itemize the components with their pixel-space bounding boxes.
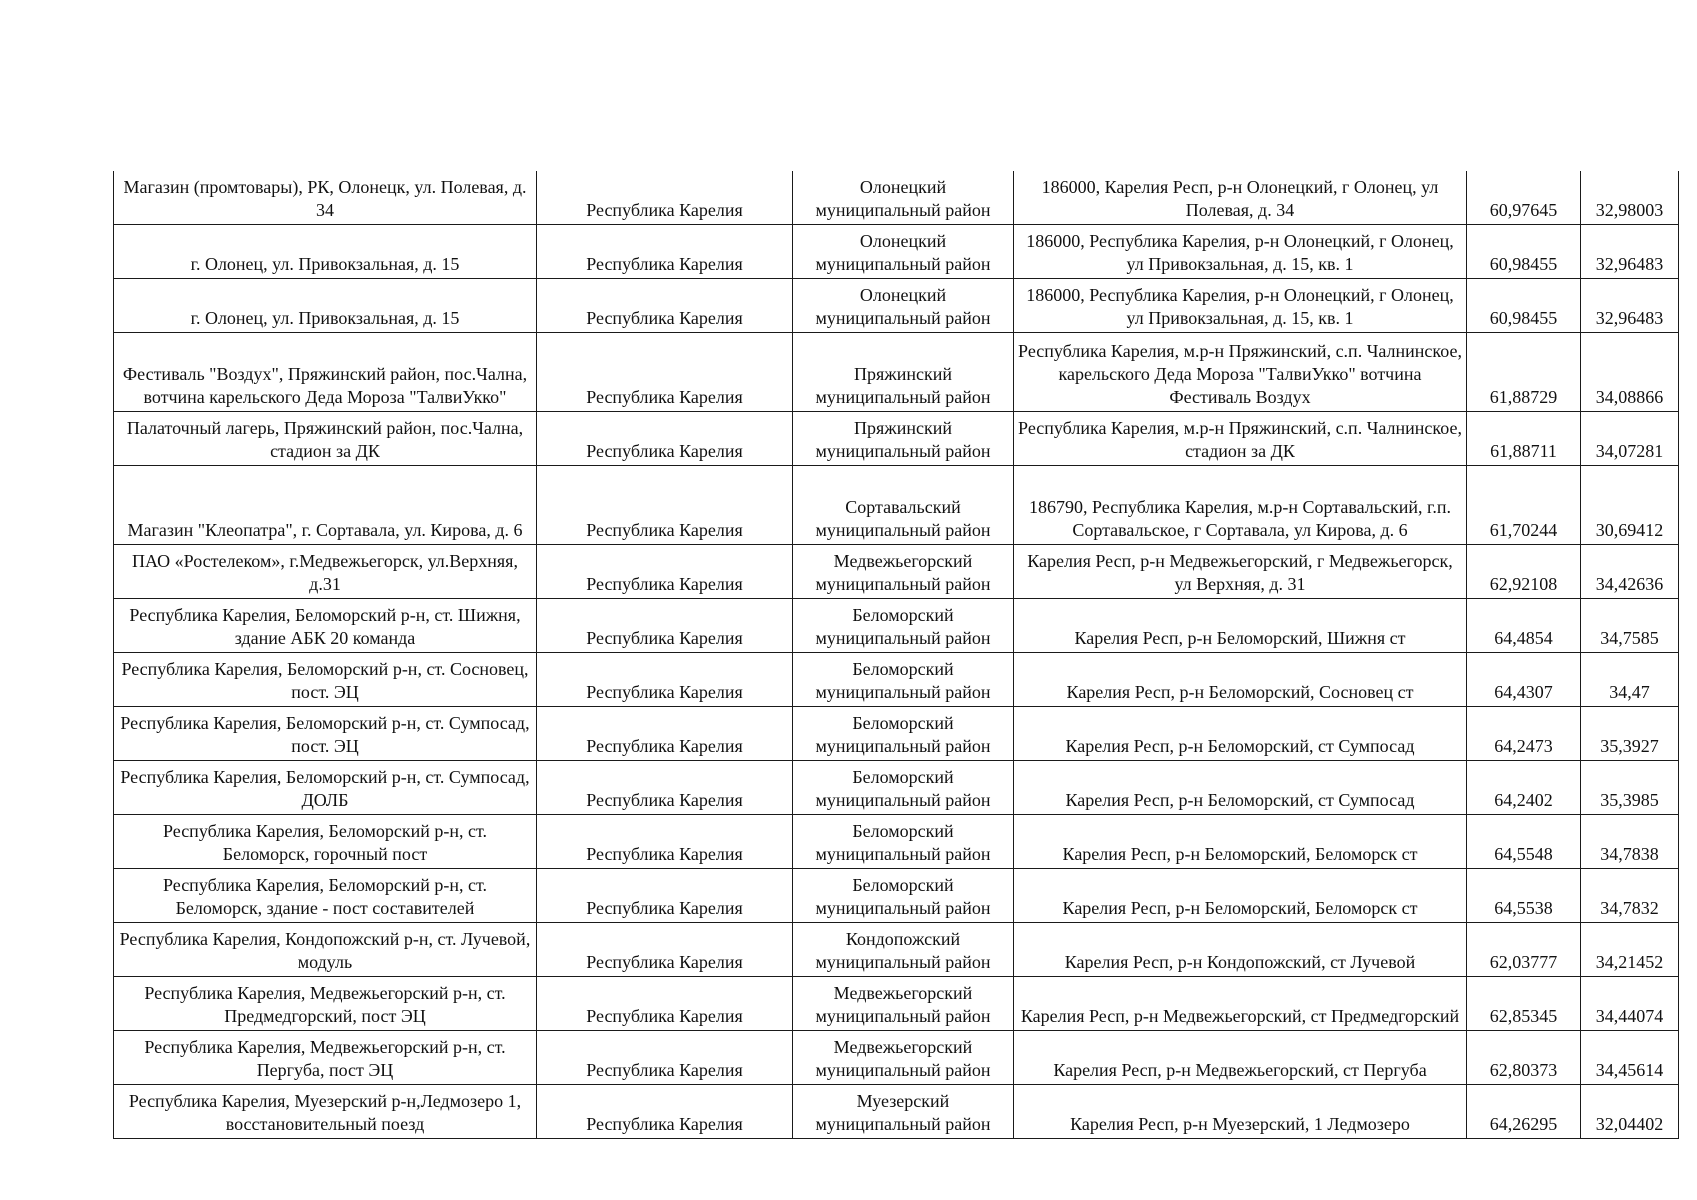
cell-district: Муезерский муниципальный район (793, 1085, 1014, 1139)
cell-region: Республика Карелия (537, 869, 793, 923)
cell-name: ПАО «Ростелеком», г.Медвежьегорск, ул.Верхняя, д.31 (114, 545, 537, 599)
cell-district: Олонецкий муниципальный район (793, 171, 1014, 225)
table-row (114, 333, 1679, 412)
cell-longitude: 34,7585 (1581, 599, 1679, 653)
table-row (114, 653, 1679, 707)
cell-region: Республика Карелия (537, 1085, 793, 1139)
cell-latitude: 64,26295 (1467, 1085, 1581, 1139)
cell-name: Фестиваль "Воздух", Пряжинский район, пос.Чална, вотчина карельского Деда Мороза "ТалвиУкко" (114, 333, 537, 412)
cell-region: Республика Карелия (537, 412, 793, 466)
cell-name: Республика Карелия, Муезерский р-н,Ледмозеро 1, восстановительный поезд (114, 1085, 537, 1139)
cell-name: г. Олонец, ул. Привокзальная, д. 15 (114, 225, 537, 279)
cell-address: Республика Карелия, м.р-н Пряжинский, с.п. Чалнинское, карельского Деда Мороза "ТалвиУкко" вотчина Фестиваль Воздух (1014, 333, 1467, 412)
cell-longitude: 35,3985 (1581, 761, 1679, 815)
cell-district: Медвежьегорский муниципальный район (793, 545, 1014, 599)
locations-table (113, 171, 1679, 1139)
cell-address: 186790, Республика Карелия, м.р-н Сортавальский, г.п. Сортавальское, г Сортавала, ул Кирова, д. 6 (1014, 466, 1467, 545)
cell-longitude: 34,7832 (1581, 869, 1679, 923)
table-row (114, 977, 1679, 1031)
cell-latitude: 61,70244 (1467, 466, 1581, 545)
cell-latitude: 62,80373 (1467, 1031, 1581, 1085)
cell-name: Магазин (промтовары), РК, Олонецк, ул. Полевая, д. 34 (114, 171, 537, 225)
table-row (114, 1085, 1679, 1139)
cell-region: Республика Карелия (537, 923, 793, 977)
cell-region: Республика Карелия (537, 815, 793, 869)
table-row (114, 545, 1679, 599)
cell-district: Медвежьегорский муниципальный район (793, 1031, 1014, 1085)
cell-longitude: 34,21452 (1581, 923, 1679, 977)
cell-region: Республика Карелия (537, 761, 793, 815)
cell-district: Беломорский муниципальный район (793, 599, 1014, 653)
cell-longitude: 32,98003 (1581, 171, 1679, 225)
cell-longitude: 30,69412 (1581, 466, 1679, 545)
table-row (114, 707, 1679, 761)
table-row (114, 599, 1679, 653)
cell-address: 186000, Карелия Респ, р-н Олонецкий, г Олонец, ул Полевая, д. 34 (1014, 171, 1467, 225)
table-row (114, 466, 1679, 545)
cell-latitude: 64,2402 (1467, 761, 1581, 815)
cell-region: Республика Карелия (537, 599, 793, 653)
cell-district: Олонецкий муниципальный район (793, 279, 1014, 333)
cell-address: Республика Карелия, м.р-н Пряжинский, с.п. Чалнинское, стадион за ДК (1014, 412, 1467, 466)
cell-name: Республика Карелия, Беломорский р-н, ст. Беломорск, здание - пост составителей (114, 869, 537, 923)
cell-region: Республика Карелия (537, 279, 793, 333)
cell-district: Беломорский муниципальный район (793, 761, 1014, 815)
cell-district: Медвежьегорский муниципальный район (793, 977, 1014, 1031)
cell-region: Республика Карелия (537, 466, 793, 545)
cell-address: 186000, Республика Карелия, р-н Олонецкий, г Олонец, ул Привокзальная, д. 15, кв. 1 (1014, 225, 1467, 279)
cell-district: Беломорский муниципальный район (793, 707, 1014, 761)
cell-name: Республика Карелия, Беломорский р-н, ст. Шижня, здание АБК 20 команда (114, 599, 537, 653)
cell-region: Республика Карелия (537, 225, 793, 279)
table-row (114, 815, 1679, 869)
cell-longitude: 34,44074 (1581, 977, 1679, 1031)
cell-longitude: 34,45614 (1581, 1031, 1679, 1085)
cell-address: Карелия Респ, р-н Медвежьегорский, г Медвежьегорск, ул Верхняя, д. 31 (1014, 545, 1467, 599)
cell-latitude: 64,5538 (1467, 869, 1581, 923)
cell-latitude: 64,5548 (1467, 815, 1581, 869)
cell-latitude: 60,98455 (1467, 279, 1581, 333)
cell-longitude: 34,42636 (1581, 545, 1679, 599)
table-row (114, 171, 1679, 225)
table-row (114, 761, 1679, 815)
cell-longitude: 32,04402 (1581, 1085, 1679, 1139)
cell-name: Республика Карелия, Медвежьегорский р-н, ст. Предмедгорский, пост ЭЦ (114, 977, 537, 1031)
cell-address: Карелия Респ, р-н Беломорский, Беломорск ст (1014, 815, 1467, 869)
cell-district: Кондопожский муниципальный район (793, 923, 1014, 977)
cell-address: Карелия Респ, р-н Кондопожский, ст Лучевой (1014, 923, 1467, 977)
cell-district: Беломорский муниципальный район (793, 815, 1014, 869)
cell-longitude: 34,47 (1581, 653, 1679, 707)
table-row (114, 412, 1679, 466)
cell-name: Республика Карелия, Кондопожский р-н, ст. Лучевой, модуль (114, 923, 537, 977)
cell-address: Карелия Респ, р-н Беломорский, Шижня ст (1014, 599, 1467, 653)
cell-latitude: 61,88729 (1467, 333, 1581, 412)
cell-latitude: 64,2473 (1467, 707, 1581, 761)
cell-district: Олонецкий муниципальный район (793, 225, 1014, 279)
cell-district: Пряжинский муниципальный район (793, 412, 1014, 466)
cell-address: Карелия Респ, р-н Медвежьегорский, ст Пергуба (1014, 1031, 1467, 1085)
cell-name: Палаточный лагерь, Пряжинский район, пос.Чална, стадион за ДК (114, 412, 537, 466)
cell-district: Сортавальский муниципальный район (793, 466, 1014, 545)
table-row (114, 1031, 1679, 1085)
cell-region: Республика Карелия (537, 977, 793, 1031)
cell-region: Республика Карелия (537, 333, 793, 412)
cell-address: Карелия Респ, р-н Муезерский, 1 Ледмозеро (1014, 1085, 1467, 1139)
cell-latitude: 61,88711 (1467, 412, 1581, 466)
cell-name: Республика Карелия, Беломорский р-н, ст. Сумпосад, ДОЛБ (114, 761, 537, 815)
table-row (114, 869, 1679, 923)
cell-latitude: 64,4307 (1467, 653, 1581, 707)
cell-longitude: 34,7838 (1581, 815, 1679, 869)
table-row (114, 279, 1679, 333)
cell-address: Карелия Респ, р-н Беломорский, Сосновец ст (1014, 653, 1467, 707)
cell-latitude: 60,98455 (1467, 225, 1581, 279)
cell-longitude: 32,96483 (1581, 225, 1679, 279)
cell-district: Беломорский муниципальный район (793, 869, 1014, 923)
cell-address: 186000, Республика Карелия, р-н Олонецкий, г Олонец, ул Привокзальная, д. 15, кв. 1 (1014, 279, 1467, 333)
cell-address: Карелия Респ, р-н Беломорский, ст Сумпосад (1014, 707, 1467, 761)
cell-name: Республика Карелия, Медвежьегорский р-н, ст. Пергуба, пост ЭЦ (114, 1031, 537, 1085)
cell-region: Республика Карелия (537, 1031, 793, 1085)
cell-longitude: 32,96483 (1581, 279, 1679, 333)
cell-latitude: 62,92108 (1467, 545, 1581, 599)
cell-longitude: 35,3927 (1581, 707, 1679, 761)
cell-latitude: 64,4854 (1467, 599, 1581, 653)
cell-name: Республика Карелия, Беломорский р-н, ст. Сосновец, пост. ЭЦ (114, 653, 537, 707)
cell-address: Карелия Респ, р-н Беломорский, Беломорск ст (1014, 869, 1467, 923)
table-row (114, 923, 1679, 977)
cell-district: Беломорский муниципальный район (793, 653, 1014, 707)
cell-district: Пряжинский муниципальный район (793, 333, 1014, 412)
cell-address: Карелия Респ, р-н Медвежьегорский, ст Предмедгорский (1014, 977, 1467, 1031)
cell-longitude: 34,08866 (1581, 333, 1679, 412)
cell-name: Республика Карелия, Беломорский р-н, ст. Беломорск, горочный пост (114, 815, 537, 869)
cell-latitude: 60,97645 (1467, 171, 1581, 225)
cell-address: Карелия Респ, р-н Беломорский, ст Сумпосад (1014, 761, 1467, 815)
table-row (114, 225, 1679, 279)
cell-name: Магазин "Клеопатра", г. Сортавала, ул. Кирова, д. 6 (114, 466, 537, 545)
cell-region: Республика Карелия (537, 171, 793, 225)
cell-latitude: 62,03777 (1467, 923, 1581, 977)
cell-region: Республика Карелия (537, 545, 793, 599)
cell-region: Республика Карелия (537, 707, 793, 761)
cell-name: г. Олонец, ул. Привокзальная, д. 15 (114, 279, 537, 333)
cell-latitude: 62,85345 (1467, 977, 1581, 1031)
cell-region: Республика Карелия (537, 653, 793, 707)
cell-longitude: 34,07281 (1581, 412, 1679, 466)
cell-name: Республика Карелия, Беломорский р-н, ст. Сумпосад, пост. ЭЦ (114, 707, 537, 761)
